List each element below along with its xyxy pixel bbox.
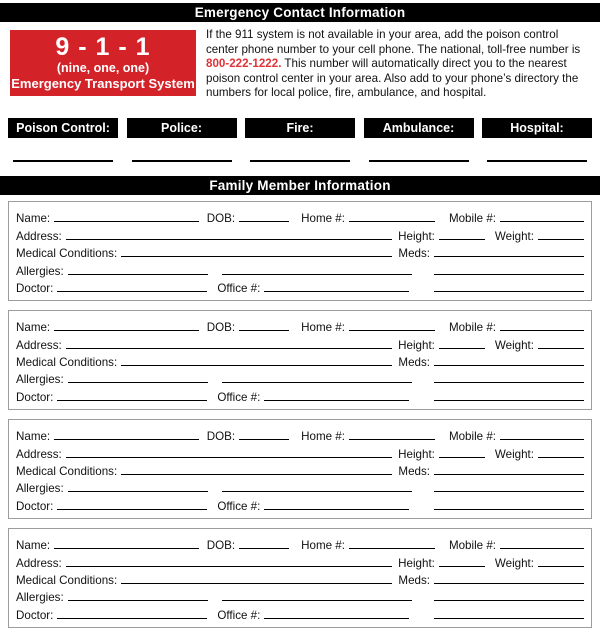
member-row-address [16,225,584,242]
mobile-phone-field-line [500,547,584,549]
emergency-contact-header-title: Emergency Contact Information [194,5,406,20]
address-label: Address: [16,447,62,461]
office-phone-field-line [264,617,409,619]
family-member-block [8,528,592,628]
contact-label-fire: Fire: [245,118,355,138]
address-label: Address: [16,229,62,243]
doctor-field-line [57,617,207,619]
poison-control-blank-line [13,160,113,162]
meds-field-line-2 [434,381,584,383]
meds-label: Meds: [398,465,430,479]
medical-conditions-field-line [121,364,392,366]
meds-field-line-2 [434,490,584,492]
weight-field-line [538,238,584,240]
contact-label-police: Police: [127,118,237,138]
allergies-field-line [68,273,208,275]
name-field-line [54,547,199,549]
dob-label: DOB: [206,539,236,553]
medical-conditions-label: Medical Conditions: [16,574,118,587]
meds-field-line [434,582,584,584]
height-field-line [439,238,485,240]
doctor-field-line [57,399,207,401]
member-row-medical [16,352,584,369]
allergies-field-line-2 [222,273,412,275]
allergies-label: Allergies: [16,373,64,387]
family-member-header [0,176,600,195]
office-phone-field-line [264,399,409,401]
dob-label: DOB: [206,430,236,444]
allergies-field-line [68,381,208,383]
meds-field-line-2 [434,273,584,275]
poison-control-phone-number: 800-222-1222. [206,57,282,71]
meds-field-line-3 [434,399,584,401]
member-row-medical [16,243,584,260]
address-label: Address: [16,338,62,352]
doctor-label: Doctor: [16,499,54,513]
name-label: Name: [16,430,51,444]
office-phone-label: Office #: [217,499,261,513]
height-label: Height: [398,556,435,570]
name-field-line [54,438,199,440]
office-phone-field-line [264,290,409,292]
meds-label: Meds: [398,574,430,587]
mobile-phone-field-line [500,329,584,331]
poison-info-text-after: This number will automatically direct you to the nearest poison control center in your area. Also add to your phone’s directory the numbers for local police, fire, ambulance, and hospital. [206,57,579,100]
hospital-blank-line [487,160,587,162]
height-field-line [439,565,485,567]
contact-label-ambulance: Ambulance: [364,118,474,138]
member-row-address [16,334,584,351]
mobile-phone-label: Mobile #: [448,430,496,444]
member-row-name [16,426,584,443]
meds-label: Meds: [398,247,430,261]
allergies-label: Allergies: [16,482,64,496]
home-phone-field-line [349,438,435,440]
home-phone-label: Home #: [301,430,345,444]
member-row-name [16,208,584,225]
doctor-field-line [57,508,207,510]
meds-field-line [434,255,584,257]
mobile-phone-field-line [500,438,584,440]
home-phone-label: Home #: [301,212,345,226]
office-phone-label: Office #: [217,281,261,295]
address-field-line [66,347,392,349]
weight-label: Weight: [494,229,534,243]
medical-conditions-label: Medical Conditions: [16,356,118,370]
member-row-doctor [16,278,584,295]
weight-label: Weight: [494,447,534,461]
meds-field-line [434,473,584,475]
family-member-block [8,310,592,410]
meds-field-line-2 [434,599,584,601]
name-field-line [54,329,199,331]
member-row-name [16,317,584,334]
member-row-doctor [16,604,584,621]
contact-label-hospital: Hospital: [482,118,592,138]
medical-conditions-label: Medical Conditions: [16,247,118,261]
contact-blank-lines-row [0,160,600,162]
doctor-label: Doctor: [16,608,54,622]
address-label: Address: [16,556,62,570]
police-blank-line [132,160,232,162]
meds-field-line-3 [434,617,584,619]
911-number: 9 - 1 - 1 [55,33,151,61]
911-red-box [10,30,196,96]
dob-label: DOB: [206,212,236,226]
home-phone-label: Home #: [301,539,345,553]
allergies-field-line [68,490,208,492]
allergies-field-line-2 [222,381,412,383]
name-label: Name: [16,539,51,553]
weight-field-line [538,565,584,567]
member-row-name [16,535,584,552]
poison-info-text-before: If the 911 system is not available in your area, add the poison control center phone number to your cell phone. The national, toll-free number is [206,28,581,56]
dob-field-line [239,329,289,331]
name-field-line [54,220,199,222]
meds-label: Meds: [398,356,430,370]
doctor-label: Doctor: [16,281,54,295]
name-label: Name: [16,212,51,226]
office-phone-label: Office #: [217,608,261,622]
address-field-line [66,238,392,240]
mobile-phone-label: Mobile #: [448,212,496,226]
medical-conditions-field-line [121,582,392,584]
meds-field-line [434,364,584,366]
weight-label: Weight: [494,556,534,570]
dob-field-line [239,547,289,549]
member-row-address [16,443,584,460]
weight-label: Weight: [494,338,534,352]
weight-field-line [538,456,584,458]
home-phone-field-line [349,220,435,222]
height-field-line [439,347,485,349]
mobile-phone-field-line [500,220,584,222]
911-pronunciation: (nine, one, one) [56,61,150,75]
family-member-block [8,419,592,519]
weight-field-line [538,347,584,349]
home-phone-field-line [349,329,435,331]
ambulance-blank-line [369,160,469,162]
top-section [10,30,590,101]
emergency-contact-header [0,3,600,22]
member-row-allergies [16,369,584,386]
family-member-header-title: Family Member Information [209,177,391,193]
poison-control-paragraph [206,28,590,101]
member-row-allergies [16,478,584,495]
mobile-phone-label: Mobile #: [448,321,496,335]
911-system-name: Emergency Transport System [11,76,195,91]
office-phone-label: Office #: [217,390,261,404]
member-row-allergies [16,587,584,604]
address-field-line [66,565,392,567]
meds-field-line-3 [434,290,584,292]
name-label: Name: [16,321,51,335]
member-row-medical [16,570,584,587]
mobile-phone-label: Mobile #: [448,539,496,553]
member-row-doctor [16,495,584,512]
height-label: Height: [398,229,435,243]
doctor-field-line [57,290,207,292]
allergies-field-line [68,599,208,601]
dob-field-line [239,220,289,222]
allergies-label: Allergies: [16,264,64,278]
meds-field-line-3 [434,508,584,510]
office-phone-field-line [264,508,409,510]
member-row-doctor [16,386,584,403]
allergies-field-line-2 [222,490,412,492]
medical-conditions-label: Medical Conditions: [16,465,118,479]
medical-conditions-field-line [121,473,392,475]
doctor-label: Doctor: [16,390,54,404]
height-field-line [439,456,485,458]
member-row-address [16,552,584,569]
contact-label-poison-control: Poison Control: [8,118,118,138]
medical-conditions-field-line [121,255,392,257]
member-row-allergies [16,260,584,277]
allergies-label: Allergies: [16,591,64,605]
address-field-line [66,456,392,458]
allergies-field-line-2 [222,599,412,601]
family-member-block [8,201,592,301]
height-label: Height: [398,338,435,352]
home-phone-label: Home #: [301,321,345,335]
fire-blank-line [250,160,350,162]
dob-label: DOB: [206,321,236,335]
dob-field-line [239,438,289,440]
home-phone-field-line [349,547,435,549]
family-members-list [0,201,600,628]
height-label: Height: [398,447,435,461]
contact-labels-row [0,118,600,138]
member-row-medical [16,461,584,478]
